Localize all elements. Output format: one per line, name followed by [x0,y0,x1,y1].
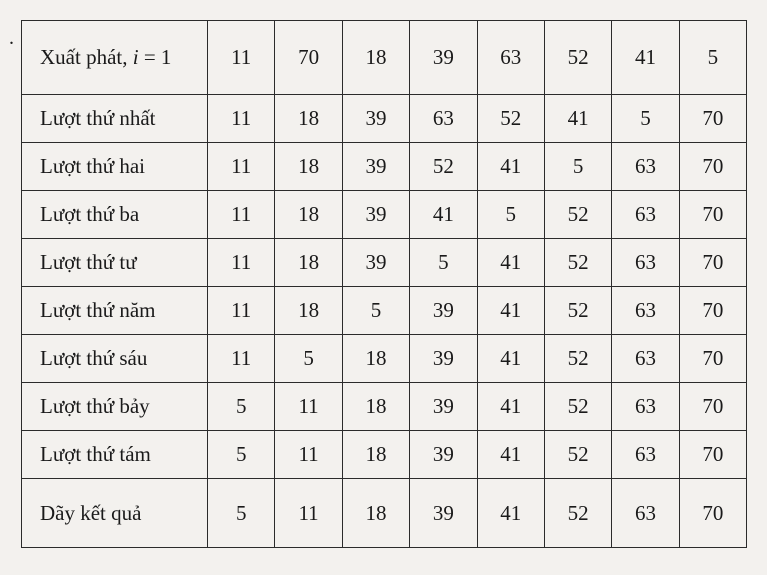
cell-value: 52 [477,95,544,143]
cell-value: 52 [544,21,611,95]
cell-value: 11 [208,239,275,287]
cell-value: 52 [544,287,611,335]
cell-value: 70 [679,239,746,287]
cell-value: 5 [275,335,342,383]
cell-value: 41 [477,431,544,479]
cell-value: 41 [477,143,544,191]
cell-value: 63 [410,95,477,143]
row-label: Lượt thứ sáu [22,335,208,383]
row-label-variable: i [132,45,139,69]
cell-value: 18 [275,239,342,287]
cell-value: 5 [208,431,275,479]
row-label: Lượt thứ nhất [22,95,208,143]
cell-value: 63 [612,383,679,431]
cell-value: 41 [544,95,611,143]
cell-value: 5 [208,479,275,548]
cell-value: 11 [208,335,275,383]
table-row [22,239,747,287]
cell-value: 11 [208,143,275,191]
cell-value: 39 [410,287,477,335]
cell-value: 63 [612,239,679,287]
cell-value: 52 [544,383,611,431]
cell-value: 63 [612,431,679,479]
cell-value: 70 [679,431,746,479]
row-label: Lượt thứ bảy [22,383,208,431]
cell-value: 41 [477,479,544,548]
cell-value: 5 [208,383,275,431]
table-row [22,479,747,548]
cell-value: 70 [679,335,746,383]
cell-value: 63 [612,287,679,335]
cell-value: 5 [477,191,544,239]
row-label: Lượt thứ năm [22,287,208,335]
cell-value: 41 [612,21,679,95]
table-row [22,335,747,383]
cell-value: 41 [477,239,544,287]
cell-value: 52 [544,191,611,239]
table-row [22,287,747,335]
cell-value: 39 [342,143,409,191]
cell-value: 70 [275,21,342,95]
row-label: Lượt thứ tám [22,431,208,479]
cell-value: 41 [477,287,544,335]
table-row [22,431,747,479]
row-label: Dãy kết quả [22,479,208,548]
cell-value: 70 [679,383,746,431]
cell-value: 52 [544,335,611,383]
cell-value: 41 [477,335,544,383]
cell-value: 39 [342,95,409,143]
cell-value: 70 [679,191,746,239]
cell-value: 18 [342,335,409,383]
cell-value: 52 [544,479,611,548]
cell-value: 70 [679,143,746,191]
cell-value: 39 [410,383,477,431]
cell-value: 5 [342,287,409,335]
cell-value: 39 [410,431,477,479]
table-row [22,191,747,239]
cell-value: 70 [679,287,746,335]
cell-value: 18 [342,431,409,479]
cell-value: 11 [275,431,342,479]
cell-value: 5 [544,143,611,191]
cell-value: 11 [208,287,275,335]
cell-value: 39 [410,21,477,95]
cell-value: 52 [410,143,477,191]
cell-value: 63 [612,143,679,191]
cell-value: 39 [342,239,409,287]
cell-value: 18 [275,143,342,191]
cell-value: 18 [275,191,342,239]
cell-value: 63 [612,335,679,383]
cell-value: 18 [275,95,342,143]
cell-value: 70 [679,95,746,143]
cell-value: 5 [679,21,746,95]
cell-value: 41 [410,191,477,239]
cell-value: 39 [410,335,477,383]
table-row [22,143,747,191]
cell-value: 11 [208,191,275,239]
cell-value: 18 [342,383,409,431]
cell-value: 18 [342,21,409,95]
row-label-prefix: Xuất phát, [40,45,133,69]
cell-value: 39 [342,191,409,239]
table-row [22,383,747,431]
cell-value: 5 [612,95,679,143]
cell-value: 41 [477,383,544,431]
cell-value: 39 [410,479,477,548]
cell-value: 11 [208,21,275,95]
table-row [22,95,747,143]
table-row [22,21,747,95]
cell-value: 52 [544,431,611,479]
cell-value: 63 [612,191,679,239]
cell-value: 63 [477,21,544,95]
cell-value: 11 [275,383,342,431]
row-label: Lượt thứ tư [22,239,208,287]
cell-value: 18 [275,287,342,335]
cell-value: 52 [544,239,611,287]
cell-value: 18 [342,479,409,548]
cell-value: 63 [612,479,679,548]
bullet-marker: . [9,27,14,49]
row-label: Lượt thứ ba [22,191,208,239]
row-label [22,21,208,95]
table-body [22,21,747,548]
cell-value: 11 [275,479,342,548]
cell-value: 70 [679,479,746,548]
cell-value: 5 [410,239,477,287]
bubble-sort-table [21,20,747,548]
row-label-suffix: = 1 [138,45,172,69]
cell-value: 11 [208,95,275,143]
row-label: Lượt thứ hai [22,143,208,191]
